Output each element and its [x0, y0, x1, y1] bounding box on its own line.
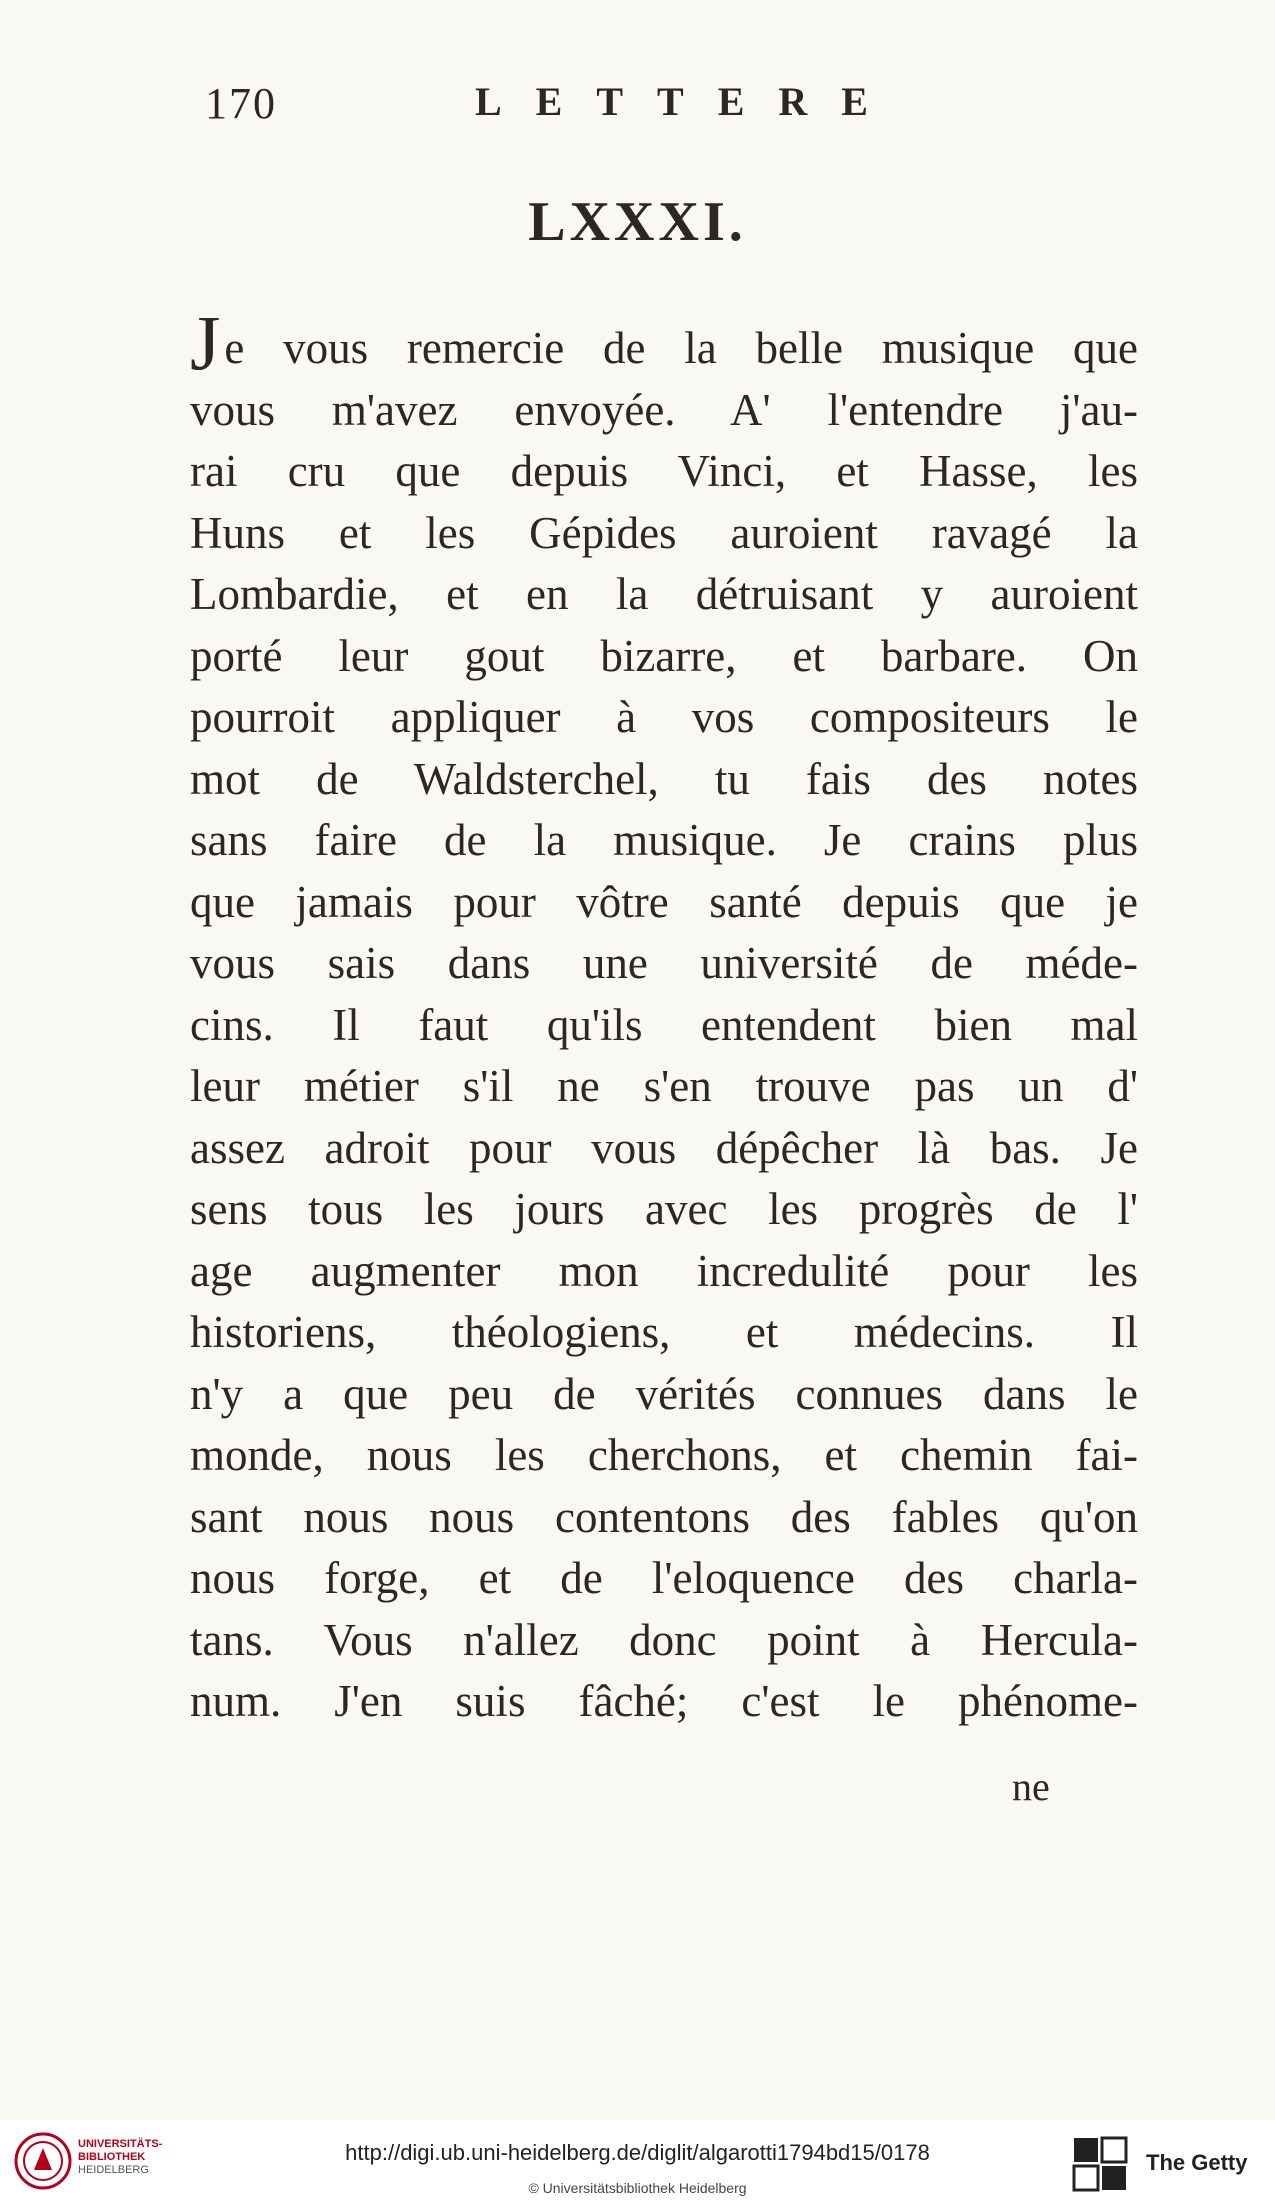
drop-cap: J — [190, 318, 221, 380]
getty-logo-icon — [1072, 2136, 1128, 2192]
body-line: pourroit appliquer à vos compositeurs le — [190, 692, 1138, 742]
body-line: n'y a que peu de vérités connues dans le — [190, 1368, 1138, 1419]
body-line: porté leur gout bizarre, et barbare. On — [190, 630, 1138, 681]
copyright-notice: © Universitätsbibliothek Heidelberg — [528, 2180, 747, 2196]
body-line: sans faire de la musique. Je crains plus — [190, 815, 1138, 865]
body-line: nous forge, et de l'eloquence des charla- — [190, 1553, 1138, 1603]
body-line: age augmenter mon incredulité pour les — [190, 1245, 1138, 1296]
body-line: Huns et les Gépides auroient ravagé la — [190, 507, 1138, 558]
letter-body — [190, 318, 1138, 1733]
institution-line: BIBLIOTHEK — [78, 2151, 146, 2163]
catchword: ne — [1012, 1764, 1050, 1809]
body-line: leur métier s'il ne s'en trouve pas un d' — [190, 1061, 1138, 1111]
body-line: rai cru que depuis Vinci, et Hasse, les — [190, 446, 1138, 496]
body-line: cins. Il faut qu'ils entendent bien mal — [190, 999, 1138, 1050]
body-line — [190, 318, 1138, 380]
page-number: 170 — [205, 79, 277, 128]
partner-name: The Getty — [1146, 2150, 1248, 2175]
permalink-url[interactable]: http://digi.ub.uni-heidelberg.de/diglit/algarotti1794bd15/0178 — [345, 2140, 930, 2165]
body-line: mot de Waldsterchel, tu fais des notes — [190, 753, 1138, 804]
running-head — [205, 78, 905, 138]
letter-number-heading: LXXXI. — [528, 191, 747, 253]
institution-line: HEIDELBERG — [78, 2164, 149, 2176]
body-line: monde, nous les cherchons, et chemin fai- — [190, 1430, 1138, 1480]
body-line: historiens, théologiens, et médecins. Il — [190, 1307, 1138, 1357]
footer-bar — [0, 2120, 1275, 2210]
body-line: tans. Vous n'allez donc point à Hercula- — [190, 1614, 1138, 1665]
body-line-text: e vous remercie de la belle musique que — [224, 323, 1138, 373]
running-title: LETTERE — [475, 79, 902, 124]
body-line: que jamais pour vôtre santé depuis que je — [190, 876, 1138, 927]
body-line: assez adroit pour vous dépêcher là bas. Je — [190, 1122, 1138, 1173]
institution-line: UNIVERSITÄTS- — [78, 2138, 163, 2150]
body-line: sant nous nous contentons des fables qu'on — [190, 1491, 1138, 1542]
body-line: num. J'en suis fâché; c'est le phénome- — [190, 1676, 1138, 1726]
body-line: vous m'avez envoyée. A' l'entendre j'au- — [190, 384, 1138, 435]
body-line: sens tous les jours avec les progrès de l' — [190, 1184, 1138, 1234]
body-line: vous sais dans une université de méde- — [190, 938, 1138, 988]
body-line: Lombardie, et en la détruisant y auroient — [190, 569, 1138, 619]
